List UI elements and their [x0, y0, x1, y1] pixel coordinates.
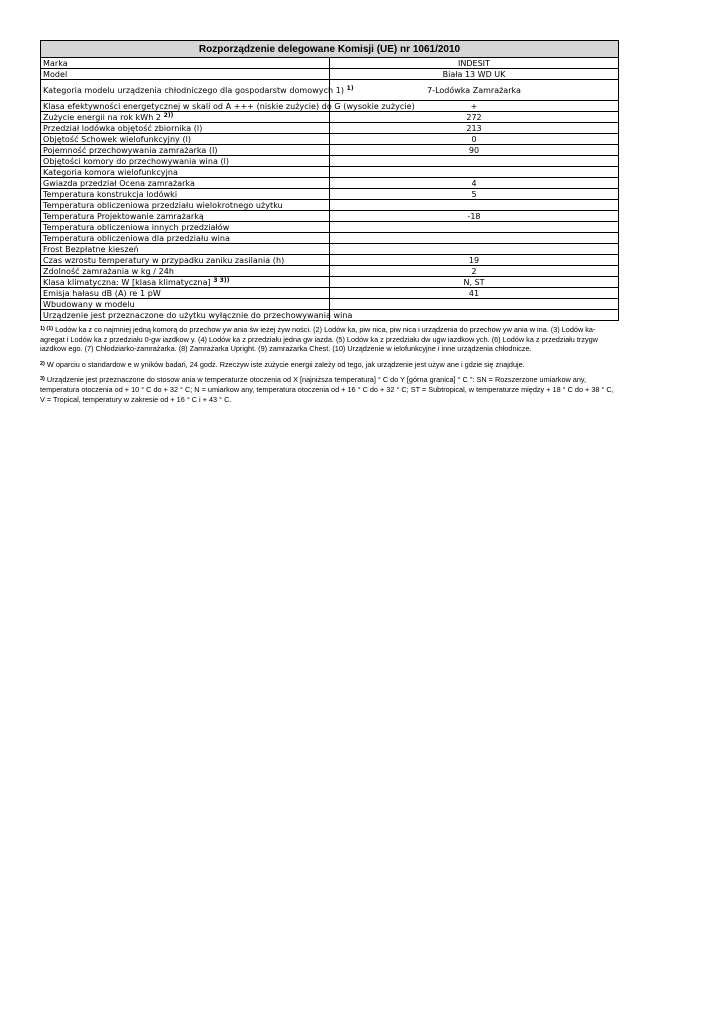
spec-value: 41 [330, 288, 619, 299]
spec-label-text: Wbudowany w modelu [43, 299, 135, 309]
spec-label [41, 288, 330, 299]
spec-label-text: Zdolność zamrażania w kg / 24h [43, 266, 175, 276]
spec-value [330, 244, 619, 255]
spec-row [41, 80, 619, 101]
spec-label [41, 145, 330, 156]
spec-label-text: Objętości komory do przechowywania wina (l) [43, 156, 230, 166]
spec-label-text: Frost Bezpłatne kieszeń [43, 244, 139, 254]
spec-label-text: Urządzenie jest przeznaczone do użytku wyłącznie do przechowywania wina [43, 310, 353, 320]
spec-value: + [330, 101, 619, 112]
spec-row [41, 310, 619, 321]
spec-value [330, 222, 619, 233]
spec-label-text: Objętość Schowek wielofunkcyjny (l) [43, 134, 192, 144]
footnote-text: Lodów ka z co najmniej jedną komorą do przechow yw ania św ieżej żyw ności. (2) Lodów ka, piw nica, piw nica i urządzenia do przechow yw ania w ina. (3) Lodów ka-agregat i Lodów ka z przedziału 0-gw iazdkow y. (4) Lodów ka z przedziału jedna gw iazda. (5) Lodów ka z przedziału dw ugw iazdkow ych. (6) Lodów ka z przedziału trzygw iazdkow ego. (7) Chłodziarko-zamrażarka. (8) Zamrażarka Upright. (9) zamrażarka Chest. (10) Urządzenie w ielofunkcyjne i inne urządzenia chłodnicze. [40, 325, 598, 354]
document-title: Rozporządzenie delegowane Komisji (UE) nr 1061/2010 [41, 41, 619, 58]
spec-label-text: Emisja hałasu dB (A) re 1 pW [43, 288, 161, 298]
spec-label-text: Czas wzrostu temperatury w przypadku zaniku zasilania (h) [43, 255, 285, 265]
spec-label [41, 58, 330, 69]
footnotes [40, 325, 619, 404]
spec-label [41, 101, 415, 112]
spec-row [41, 233, 619, 244]
spec-value: -18 [330, 211, 619, 222]
spec-label [41, 299, 330, 310]
spec-label [41, 222, 330, 233]
spec-label [41, 156, 330, 167]
spec-label [41, 266, 330, 277]
spec-row [41, 244, 619, 255]
spec-label-text: Klasa efektywności energetycznej w skali od A +++ (niskie zużycie) do G (wysokie zużycie) [43, 101, 415, 111]
spec-label [41, 134, 330, 145]
spec-label [41, 80, 354, 101]
spec-label [41, 123, 330, 134]
energy-label-sheet [40, 40, 619, 410]
spec-label-text: Przedział lodówka objętość zbiornika (l) [43, 123, 203, 133]
spec-value [330, 310, 619, 321]
footnote-marker: 3) [40, 376, 45, 383]
spec-value: 7-Lodówka Zamrażarka [330, 80, 619, 101]
spec-value: N, ST [330, 277, 619, 288]
spec-label-text: Temperatura obliczeniowa dla przedziału wina [43, 233, 230, 243]
title-row [41, 41, 619, 58]
spec-row [41, 69, 619, 80]
spec-label-text: Gwiazda przedział Ocena zamrażarka [43, 178, 196, 188]
spec-row [41, 222, 619, 233]
footnote-text: Urządzenie jest przeznaczone do stosow ania w temperaturze otoczenia od X [najniższa temperatura] ° C do Y [górna granica] ° C ": SN = Rozszerzone umiarkow any, temperatura otoczenia od + 10 ° C do + 32 ° C; N = umiarkow any, temperatura otoczenia od + 16 ° C do + 32 ° C; ST = Subtropical, w temperaturze między + 18 ° C do + 38 ° C, V = Tropical, temperatury w zakresie od + 16 ° C i + 43 ° C. [40, 375, 614, 404]
spec-row [41, 288, 619, 299]
spec-value [330, 299, 619, 310]
spec-label-text: Pojemność przechowywania zamrażarka (l) [43, 145, 218, 155]
spec-label [41, 310, 353, 321]
spec-label [41, 167, 330, 178]
spec-row [41, 255, 619, 266]
spec-row [41, 101, 619, 112]
spec-row [41, 211, 619, 222]
footnote-2 [40, 360, 619, 370]
spec-row [41, 167, 619, 178]
spec-label [41, 255, 330, 266]
spec-table [40, 40, 619, 321]
spec-value: Biała 13 WD UK [330, 69, 619, 80]
spec-label [41, 200, 330, 211]
spec-value: 19 [330, 255, 619, 266]
spec-row [41, 200, 619, 211]
spec-row [41, 112, 619, 123]
footnote-reference: 3 3)) [213, 276, 230, 284]
footnote-reference: 2)) [163, 111, 174, 119]
spec-label [41, 69, 330, 80]
spec-row [41, 189, 619, 200]
spec-label [41, 244, 330, 255]
spec-row [41, 178, 619, 189]
spec-label-text: Kategoria modelu urządzenia chłodniczego dla gospodarstw domowych 1) [43, 85, 345, 95]
spec-row [41, 277, 619, 288]
footnote-3 [40, 375, 619, 404]
spec-label [41, 211, 330, 222]
spec-value: 5 [330, 189, 619, 200]
footnote-text: W oparciu o standardow e w yników badań, 24 godz. Rzeczyw iste zużycie energii zależy od tego, jak urządzenie jest używ ane i gdzie się znajduje. [46, 359, 525, 369]
spec-row [41, 134, 619, 145]
footnote-1 [40, 325, 619, 354]
spec-value [330, 233, 619, 244]
spec-value [330, 167, 619, 178]
spec-row [41, 145, 619, 156]
spec-label-text: Zużycie energii na rok kWh 2 [43, 112, 162, 122]
spec-label-text: Temperatura obliczeniowa przedziału wielokrotnego użytku [43, 200, 283, 210]
footnote-marker: 2) [40, 360, 45, 367]
spec-row [41, 123, 619, 134]
spec-value: 4 [330, 178, 619, 189]
footnote-reference: 1) [346, 84, 354, 92]
footnote-marker: 1) (1) [40, 326, 54, 332]
spec-label [41, 178, 330, 189]
spec-label-text: Temperatura konstrukcja lodówki [43, 189, 178, 199]
spec-value: INDESIT [330, 58, 619, 69]
spec-row [41, 266, 619, 277]
spec-label [41, 233, 330, 244]
spec-value [330, 156, 619, 167]
spec-row [41, 299, 619, 310]
spec-value: 0 [330, 134, 619, 145]
spec-label [41, 189, 330, 200]
spec-row [41, 156, 619, 167]
spec-label-text: Model [43, 69, 68, 79]
spec-label [41, 277, 330, 288]
spec-row [41, 58, 619, 69]
spec-label [41, 112, 330, 123]
spec-label-text: Klasa klimatyczna: W [klasa klimatyczna] [43, 277, 211, 287]
spec-label-text: Kategoria komora wielofunkcyjna [43, 167, 178, 177]
spec-value: 90 [330, 145, 619, 156]
spec-label-text: Marka [43, 58, 68, 68]
spec-label-text: Temperatura obliczeniowa innych przedziałów [43, 222, 230, 232]
spec-value: 213 [330, 123, 619, 134]
spec-label-text: Temperatura Projektowanie zamrażarką [43, 211, 204, 221]
spec-value: 272 [330, 112, 619, 123]
spec-value: 2 [330, 266, 619, 277]
spec-value [330, 200, 619, 211]
